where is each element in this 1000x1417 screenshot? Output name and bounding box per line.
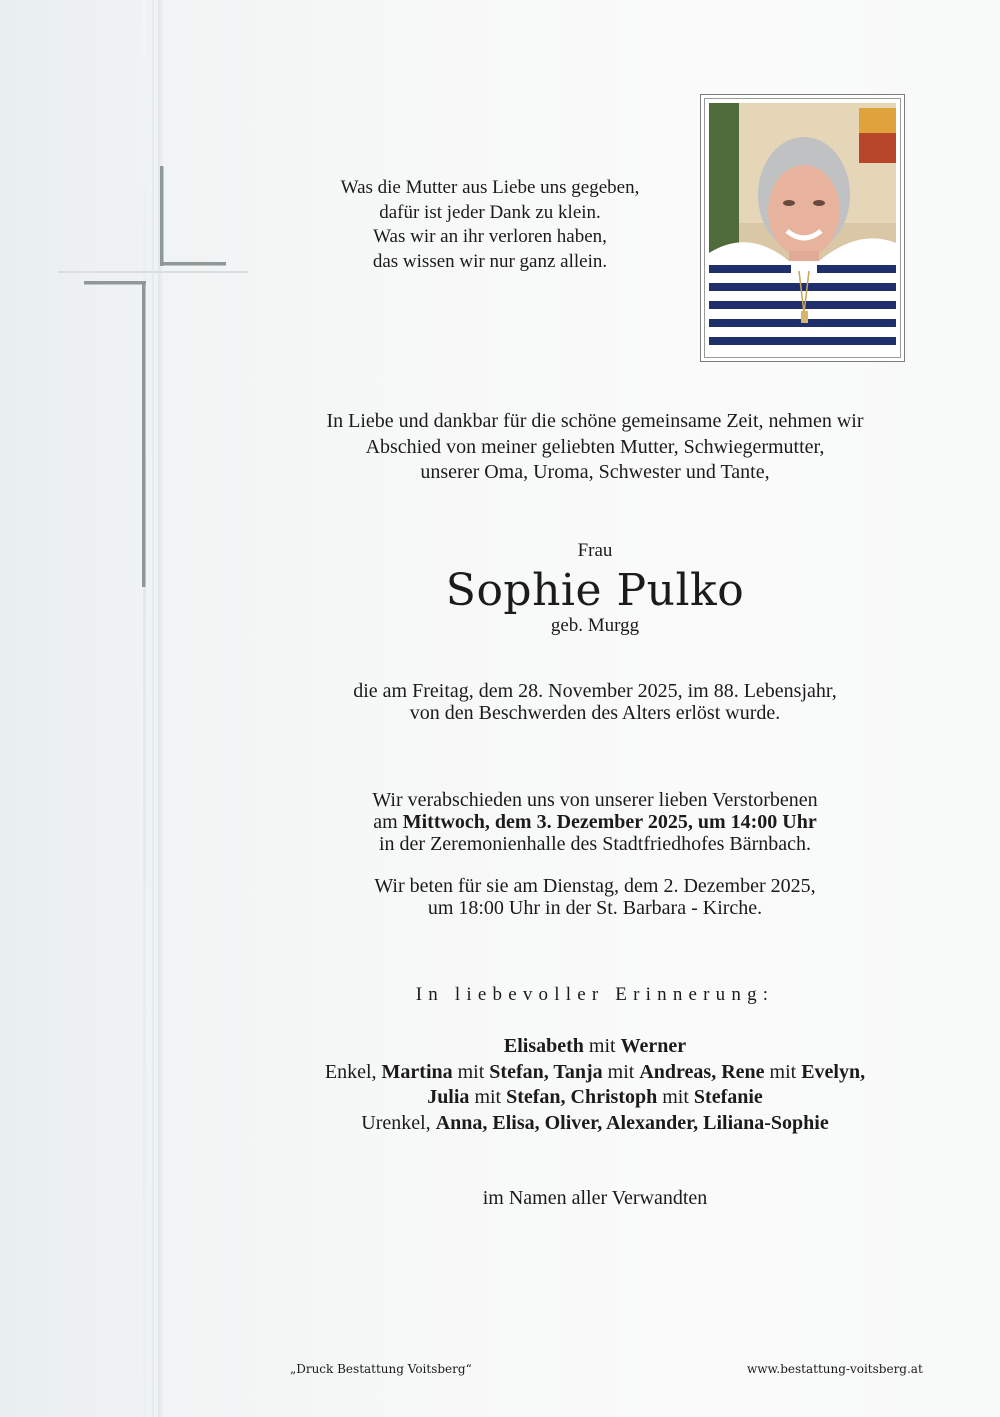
death-line: die am Freitag, dem 28. November 2025, im 88. Lebensjahr, [353,680,837,702]
funeral-date: Mittwoch, dem 3. Dezember 2025, um 14:00 Uhr [402,811,817,833]
family-connector: mit [583,1035,621,1057]
family-member: Elisabeth [503,1035,584,1057]
funeral-line: in der Zeremonienhalle des Stadtfriedhofes Bärnbach. [378,833,812,855]
family-member: Evelyn, [801,1060,866,1083]
poem-line: Was die Mutter aus Liebe uns gegeben, [340,177,640,198]
family-group-label: Urenkel, [361,1111,436,1134]
family-member: Werner [620,1035,687,1057]
death-line: von den Beschwerden des Alters erlöst wurde. [409,702,781,724]
portrait-photo-frame [700,94,905,362]
family-member: Andreas, Rene [639,1060,765,1083]
family-line [280,1111,910,1137]
poem [270,176,710,274]
family-connector: mit [452,1060,490,1083]
salutation: Frau [577,540,613,561]
family-line [280,1034,910,1060]
intro-line: Abschied von meiner geliebten Mutter, Schwiegermutter, [365,435,825,458]
prayer-info [300,875,890,919]
family-connector: mit [602,1060,640,1083]
funeral-date-line [300,811,890,833]
family-connector: mit [469,1086,507,1108]
family-member: Martina [381,1060,453,1083]
funeral-info [300,789,890,855]
funeral-date-prefix: am [373,811,403,833]
website-link[interactable]: www.bestattung-voitsberg.at [747,1362,923,1376]
family-connector: mit [764,1060,802,1083]
death-notice [300,680,890,724]
prayer-line: um 18:00 Uhr in der St. Barbara - Kirche. [427,897,763,919]
family-group-label: Enkel, [324,1060,382,1083]
poem-line: dafür ist jeder Dank zu klein. [379,201,601,223]
family-line [280,1085,910,1111]
family-member: Stefanie [693,1086,763,1108]
family-connector: mit [657,1086,694,1108]
poem-line: das wissen wir nur ganz allein. [372,250,608,272]
intro-line: unserer Oma, Uroma, Schwester und Tante, [420,461,770,483]
deceased-name: Sophie Pulko [445,565,745,616]
cross-icon [0,0,260,600]
portrait-photo [709,103,896,353]
farewell-intro [290,409,900,486]
family-line [280,1060,910,1086]
intro-line: In Liebe und dankbar für die schöne gemeinsame Zeit, nehmen wir [326,410,864,432]
birth-name: geb. Murgg [550,615,640,636]
poem-line: Was wir an ihr verloren haben, [373,226,607,247]
printer-credit: „Druck Bestattung Voitsberg“ [290,1362,472,1376]
family-member: Anna, Elisa, Oliver, Alexander, Liliana-Sophie [435,1111,829,1134]
prayer-line: Wir beten für sie am Dienstag, dem 2. Dezember 2025, [374,875,816,897]
family-member: Julia [427,1086,470,1108]
family-list [280,1034,910,1136]
funeral-line: Wir verabschieden uns von unserer lieben Verstorbenen [372,789,818,811]
memory-heading: In liebevoller Erinnerung: [415,984,775,1005]
family-member: Stefan, Christoph [506,1086,658,1108]
relatives-closing: im Namen aller Verwandten [482,1187,708,1209]
family-member: Stefan, Tanja [489,1060,603,1083]
